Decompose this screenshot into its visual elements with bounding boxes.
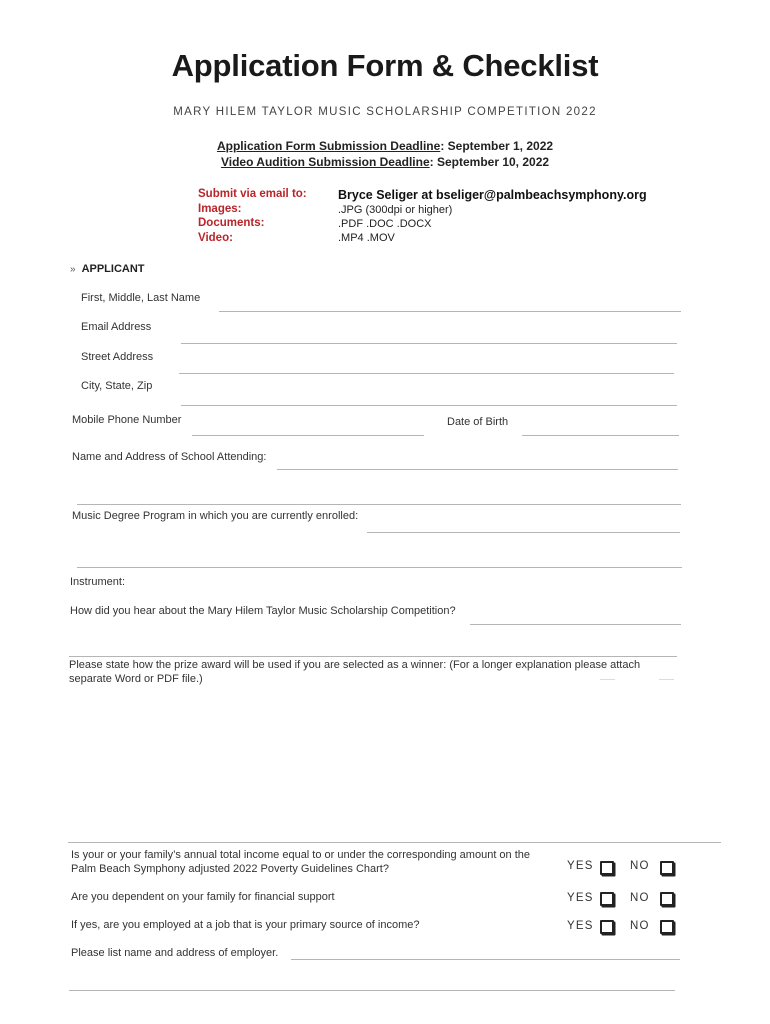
employed-question: If yes, are you employed at a job that is your primary source of income?	[71, 919, 420, 931]
hear-label: How did you hear about the Mary Hilem Taylor Music Scholarship Competition?	[70, 605, 456, 617]
images-label: Images:	[198, 203, 242, 215]
dependent-no-checkbox[interactable]	[660, 892, 674, 906]
email-label: Email Address	[81, 321, 152, 333]
degree-input-line-2[interactable]	[77, 549, 682, 568]
dependent-yes-checkbox[interactable]	[600, 892, 614, 906]
hear-input[interactable]	[470, 606, 681, 625]
income-no-label: NO	[630, 860, 650, 872]
chevron-right-icon: »	[70, 264, 76, 275]
video-deadline-value: : September 10, 2022	[429, 155, 550, 169]
video-deadline	[0, 155, 770, 169]
street-label: Street Address	[81, 351, 154, 363]
form-deadline	[0, 139, 770, 153]
video-deadline-label: Video Audition Submission Deadline	[220, 155, 430, 169]
school-input[interactable]	[277, 451, 678, 470]
instrument-label: Instrument:	[70, 576, 126, 588]
divider	[600, 679, 615, 680]
images-value: .JPG (300dpi or higher)	[338, 204, 453, 216]
submit-email-label: Submit via email to:	[198, 188, 307, 200]
form-deadline-value: : September 1, 2022	[440, 139, 554, 153]
street-input[interactable]	[179, 355, 674, 374]
prize-label: Please state how the prize award will be used if you are selected as a winner: (For a longer explanation please attach separate Word or PDF file.)	[69, 659, 641, 685]
name-input[interactable]	[219, 293, 681, 312]
city-label: City, State, Zip	[81, 380, 153, 392]
employer-label: Please list name and address of employer.	[71, 947, 279, 959]
employer-input-line-2[interactable]	[69, 972, 675, 991]
dependent-yes-label: YES	[567, 892, 594, 904]
employed-yes-label: YES	[567, 920, 594, 932]
employed-no-checkbox[interactable]	[660, 920, 674, 934]
employed-yes-checkbox[interactable]	[600, 920, 614, 934]
employed-no-label: NO	[630, 920, 650, 932]
documents-value: .PDF .DOC .DOCX	[338, 218, 432, 230]
dob-label: Date of Birth	[447, 416, 509, 428]
income-yes-label: YES	[567, 860, 594, 872]
dependent-no-label: NO	[630, 892, 650, 904]
video-value: .MP4 .MOV	[338, 232, 395, 244]
instrument-input[interactable]	[140, 574, 340, 593]
page-title: Application Form & Checklist	[171, 48, 599, 83]
degree-label: Music Degree Program in which you are currently enrolled:	[72, 510, 359, 522]
applicant-section-header	[70, 263, 145, 275]
email-input[interactable]	[181, 325, 677, 344]
page-subtitle: MARY HILEM TAYLOR MUSIC SCHOLARSHIP COMPETITION 2022	[173, 106, 597, 118]
documents-label: Documents:	[198, 217, 265, 229]
phone-label: Mobile Phone Number	[72, 414, 182, 426]
dob-input[interactable]	[522, 417, 679, 436]
divider	[68, 842, 721, 843]
applicant-section-title: APPLICANT	[81, 263, 145, 275]
submit-email-value: Bryce Seliger at bseliger@palmbeachsymphony.org	[338, 188, 647, 202]
degree-input[interactable]	[367, 514, 680, 533]
income-yes-checkbox[interactable]	[600, 861, 614, 875]
name-label: First, Middle, Last Name	[81, 292, 201, 304]
phone-input[interactable]	[192, 417, 424, 436]
video-label: Video:	[198, 232, 233, 244]
income-question: Is your or your family’s annual total income equal to or under the corresponding amount on the Palm Beach Symphony adjusted 2022 Poverty Guidelines Chart?	[71, 849, 531, 875]
dependent-question: Are you dependent on your family for financial support	[71, 891, 335, 903]
employer-input[interactable]	[291, 941, 680, 960]
school-input-line-2[interactable]	[77, 486, 681, 505]
income-no-checkbox[interactable]	[660, 861, 674, 875]
city-input[interactable]	[181, 387, 677, 406]
form-deadline-label: Application Form Submission Deadline	[216, 139, 441, 153]
divider	[659, 679, 674, 680]
school-label: Name and Address of School Attending:	[72, 451, 267, 463]
hear-input-line-2[interactable]	[69, 638, 677, 657]
prize-textarea[interactable]	[69, 690, 683, 839]
